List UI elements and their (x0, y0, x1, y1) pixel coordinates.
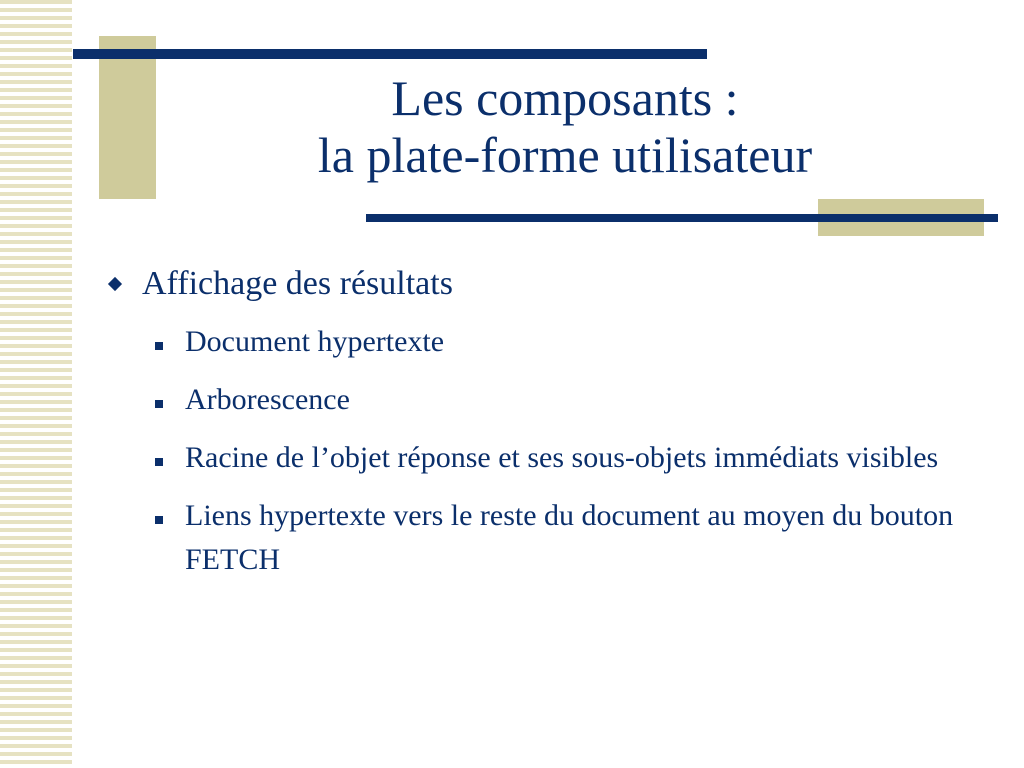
diamond-bullet-icon (108, 277, 122, 291)
square-bullet-icon (155, 458, 163, 466)
tan-block-top-decoration (99, 36, 156, 199)
subbullet-text: Arborescence (185, 383, 350, 416)
subbullet-text: Racine de l’objet réponse et ses sous-objets immédiats visibles (185, 441, 939, 474)
subbullet-item (100, 494, 960, 582)
subbullet-item (100, 436, 960, 480)
title-line-2: la plate-forme utilisateur (317, 127, 813, 183)
square-bullet-icon (155, 342, 163, 350)
slide-content (100, 262, 960, 596)
left-stripe-decoration (0, 0, 72, 768)
square-bullet-icon (155, 400, 163, 408)
subbullet-item (100, 320, 960, 364)
subbullet-text: Liens hypertexte vers le reste du document au moyen du bouton FETCH (185, 499, 954, 576)
subbullet-list (100, 320, 960, 582)
title-line-1: Les composants : (391, 70, 739, 126)
bullet-text: Affichage des résultats (142, 265, 453, 302)
slide-title (170, 70, 960, 184)
square-bullet-icon (155, 516, 163, 524)
bullet-item (100, 262, 960, 306)
subbullet-text: Document hypertexte (185, 325, 445, 358)
subbullet-item (100, 378, 960, 422)
top-rule-decoration (73, 49, 707, 59)
bottom-rule-decoration (366, 214, 998, 222)
